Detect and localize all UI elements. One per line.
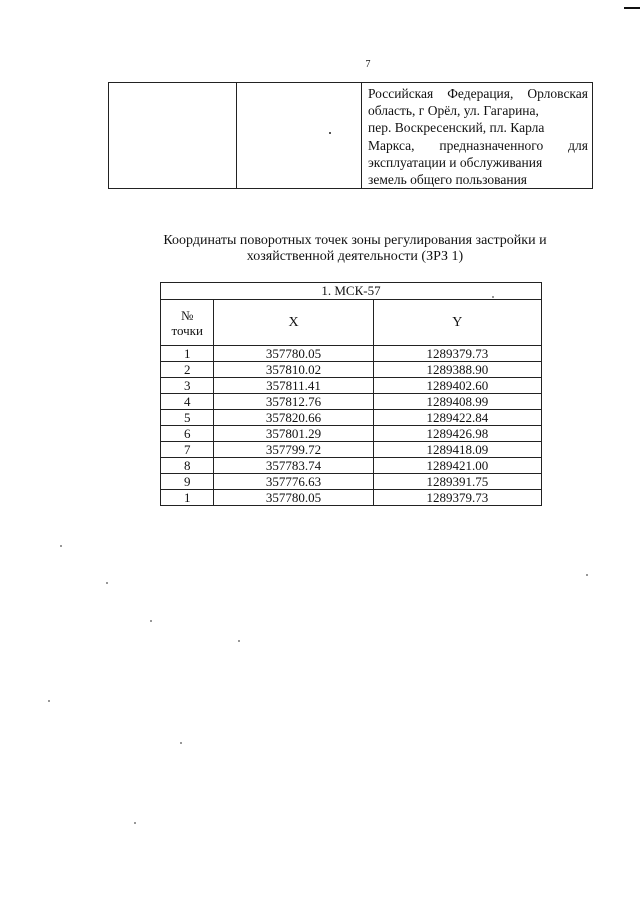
scan-speck [329,132,331,134]
table-row [161,394,542,410]
address-line: пер. Воскресенский, пл. Карла [368,120,545,136]
table-row [109,83,593,189]
scan-speck [134,822,136,824]
y-coordinate: 1289391.75 [373,474,541,490]
table-row [161,426,542,442]
point-number: 9 [161,474,214,490]
y-coordinate: 1289421.00 [373,458,541,474]
y-coordinate: 1289379.73 [373,490,541,506]
point-number: 1 [161,490,214,506]
heading-line: Координаты поворотных точек зоны регулирования застройки и [163,233,547,248]
empty-cell [109,83,237,189]
point-number: 5 [161,410,214,426]
address-line: Российская Федерация, Орловская [368,86,588,101]
x-coordinate: 357801.29 [214,426,373,442]
point-number: 8 [161,458,214,474]
scan-speck [150,620,152,622]
y-coordinate: 1289422.84 [373,410,541,426]
scan-speck [586,574,588,576]
y-coordinate: 1289408.99 [373,394,541,410]
x-coordinate: 357780.05 [214,346,373,362]
heading-line: хозяйственной деятельности (ЗРЗ 1) [246,249,464,264]
address-cell [362,83,593,189]
y-coordinate: 1289426.98 [373,426,541,442]
table-row [161,442,542,458]
continued-table-fragment [108,82,593,189]
header-text: № [181,307,194,323]
address-line: земель общего пользования [368,172,528,188]
scan-speck [48,700,50,702]
x-coordinate: 357811.41 [214,378,373,394]
empty-cell [237,83,362,189]
y-coordinate: 1289418.09 [373,442,541,458]
x-header: X [214,300,373,346]
table-row [161,378,542,394]
x-coordinate: 357776.63 [214,474,373,490]
header-row [161,300,542,346]
scan-speck [238,640,240,642]
address-line: область, г Орёл, ул. Гагарина, [368,103,539,119]
table-row [161,458,542,474]
scan-speck [60,545,62,547]
scan-speck [106,582,108,584]
table-row [161,362,542,378]
point-number: 6 [161,426,214,442]
point-number: 3 [161,378,214,394]
section-heading [120,233,590,265]
x-coordinate: 357812.76 [214,394,373,410]
coordinate-system-title: 1. МСК-57 [161,283,542,300]
page-number: 7 [365,59,371,70]
table-row [161,490,542,506]
y-header: Y [373,300,541,346]
y-coordinate: 1289379.73 [373,346,541,362]
x-coordinate: 357780.05 [214,490,373,506]
scan-speck [180,742,182,744]
table-row [161,474,542,490]
x-coordinate: 357820.66 [214,410,373,426]
point-number: 7 [161,442,214,458]
y-coordinate: 1289402.60 [373,378,541,394]
scan-speck [492,296,494,298]
y-coordinate: 1289388.90 [373,362,541,378]
table-row [161,346,542,362]
address-line: эксплуатации и обслуживания [368,154,543,170]
table-row [161,410,542,426]
header-text: точки [171,322,203,338]
x-coordinate: 357783.74 [214,458,373,474]
address-line: Маркса, предназначенного для [368,137,588,153]
scan-edge-mark [624,7,640,9]
point-number: 4 [161,394,214,410]
point-number: 1 [161,346,214,362]
point-number-header [161,300,214,346]
point-number: 2 [161,362,214,378]
x-coordinate: 357810.02 [214,362,373,378]
coordinate-system-row [161,283,542,300]
coordinates-table [160,282,542,506]
x-coordinate: 357799.72 [214,442,373,458]
